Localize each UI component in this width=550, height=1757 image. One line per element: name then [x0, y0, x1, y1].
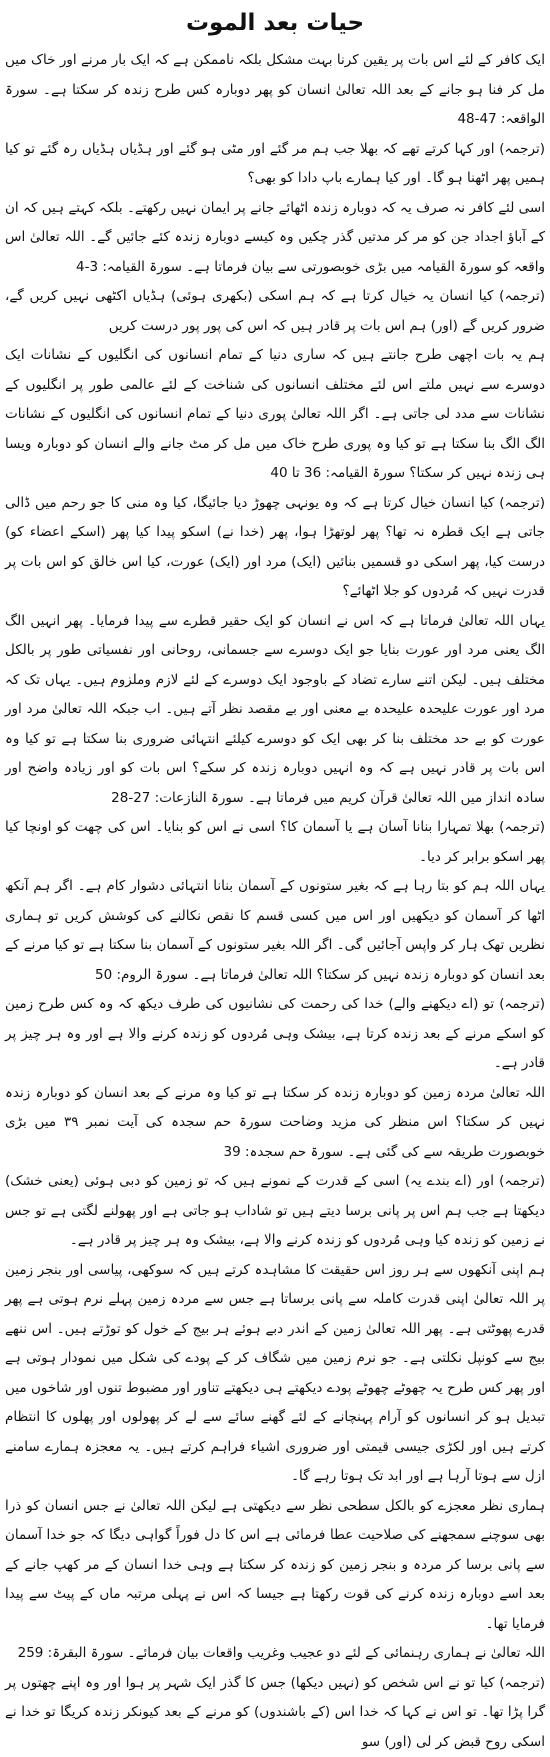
paragraph: ہماری نظر معجزے کو بالکل سطحی نظر سے دیکھتی ہے لیکن اللہ تعالیٰ نے جس انسان کو ذرا بھی سوچنے سمجھنے کی صلاحیت عطا فرمائی ہے اس کا دل فوراً گواہی دیگا کہ جو خدا آسمان سے پانی برسا کر مردہ و بنجر زمین کو زندہ کر سکتا ہے وہی خدا انسان کے مر کھپ جانے کے بعد اسے دوبارہ زندہ کرنے کی قوت رکھتا ہے جیسا کہ اس نے پہلی مرتبہ ماں کے پیٹ سے پیدا فرمایا تھا۔ — [5, 1492, 545, 1640]
paragraph: ہم اپنی آنکھوں سے ہر روز اس حقیقت کا مشاہدہ کرتے ہیں کہ سوکھی، پیاسی اور بنجر زمین پر اللہ تعالیٰ اپنی قدرت کاملہ سے پانی برساتا ہے جس سے مردہ زمین پہلے نرم ہوتی ہے پھر قدرے پھوٹتی ہے۔ پھر اللہ تعالیٰ زمین کے اندر دبے ہوئے ہر بیج کے خول کو توڑتے ہیں۔ اس ننھے بیج سے کونپل نکلتی ہے۔ جو نرم زمین میں شگاف کر کے پودے کی شکل میں نمودار ہوتی ہے اور پھر کس طرح یہ چھوٹے چھوٹے پودے دیکھتے ہی دیکھتے تناور اور مضبوط تنوں اور شاخوں میں تبدیل ہو کر انسانوں کو آرام پہنچانے کے لئے گھنے سائے سے لے کر پھولوں اور پھلوں کا انتظام کرتے ہیں اور لکڑی جیسی قیمتی اور ضروری اشیاء فراہم کرتے ہیں۔ یہ معجزہ ہمارے سامنے ازل سے ہوتا آرہا ہے اور ابد تک ہوتا رہے گا۔ — [5, 1256, 545, 1492]
translation-paragraph: (ترجمہ) کیا انسان خیال کرتا ہے کہ وہ یونہی چھوڑ دیا جائیگا، کیا وہ منی کا جو رحم میں ڈالی جاتی ہے ایک قطرہ نہ تھا؟ پھر لوتھڑا ہوا، پھر (خدا نے) اسکو پیدا کیا پھر (اسکے اعضاء کو) درست کیا، پھر اسکی دو قسمیں بنائیں (ایک) مرد اور (ایک) عورت، کیا اس خالق کو اس بات پر قدرت نہیں کہ مُردوں کو جلا اٹھائے؟ — [5, 489, 545, 607]
article-title: حیات بعد الموت — [5, 0, 545, 46]
translation-paragraph: (ترجمہ) بھلا تمہارا بنانا آسان ہے یا آسمان کا؟ اسی نے اس کو بنایا۔ اس کی چھت کو اونچا کیا پھر اسکو برابر کر دیا۔ — [5, 813, 545, 872]
translation-paragraph: (ترجمہ) اور (اے بندے یہ) اسی کے قدرت کے نمونے ہیں کہ تو زمین کو دبی ہوئی (یعنی خشک) دیکھتا ہے جب ہم اس پر پانی برسا دیتے ہیں تو شاداب ہو جاتی ہے اور پھولنے لگتی ہے تو جس نے زمین کو زندہ کیا وہی مُردوں کو زندہ کرنے والا ہے، بیشک وہ ہر چیز پر قادر ہے۔ — [5, 1167, 545, 1256]
translation-paragraph: (ترجمہ) کیا تو نے اس شخص کو (نہیں دیکھا) جس کا گذر ایک شہر پر ہوا اور وہ اپنے چھتوں پر گرا پڑا تھا۔ تو اس نے کہا کہ خدا اس (کے باشندوں) کو مرنے کے بعد کیونکر زندہ کریگا تو خدا نے اسکی روح قبض کر لی (اور) سو — [5, 1669, 545, 1757]
paragraph: اللہ تعالیٰ مردہ زمین کو دوبارہ زندہ کر سکتا ہے تو کیا وہ مرنے کے بعد انسان کو دوبارہ زندہ نہیں کر سکتا؟ اس منظر کی مزید وضاحت سورۃ حم سجدہ کی آیت نمبر ۳۹ میں بڑی خوبصورت طریقہ سے کی گئی ہے۔ سورۃ حم سجدہ: 39 — [5, 1079, 545, 1168]
translation-paragraph: (ترجمہ) اور کہا کرتے تھے کہ بھلا جب ہم مر گئے اور مٹی ہو گئے اور ہڈیاں ہڈیاں رہ گئے تو کیا ہمیں پھر اٹھنا ہو گا۔ اور کیا ہمارے باپ دادا کو بھی؟ — [5, 135, 545, 194]
translation-paragraph: (ترجمہ) تو (اے دیکھنے والے) خدا کی رحمت کی نشانیوں کی طرف دیکھ کہ وہ کس طرح زمین کو اسکے مرنے کے بعد زندہ کرتا ہے، بیشک وہی مُردوں کو زندہ کرنے والا ہے اور وہ ہر چیز پر قادر ہے۔ — [5, 990, 545, 1079]
paragraph: یہاں اللہ تعالیٰ فرماتا ہے کہ اس نے انسان کو ایک حقیر قطرے سے پیدا فرمایا۔ پھر انہیں الگ الگ یعنی مرد اور عورت بنایا جو ایک دوسرے سے جسمانی، روحانی اور نفسیاتی طور پر بالکل مختلف ہیں۔ لیکن اتنے سارے تضاد کے باوجود ایک دوسرے کے لئے لازم وملزوم ہیں۔ یہاں تک کہ مرد اور عورت علیحدہ علیحدہ بے معنی اور بے مقصد نظر آتے ہیں۔ اب جبکہ اللہ تعالیٰ مرد اور عورت کو بے حد مختلف بنا کر بھی ایک کو دوسرے کیلئے انتہائی ضروری بنا سکتا ہے تو کیا وہ اس بات پر قادر نہیں ہے کہ وہ انہیں دوبارہ زندہ کر سکے؟ اس بات کو اور زیادہ واضح اور سادہ انداز میں اللہ تعالیٰ قرآن کریم میں فرماتا ہے۔ سورۃ النازعات: 27-28 — [5, 607, 545, 814]
paragraph: ایک کافر کے لئے اس بات پر یقین کرنا بہت مشکل بلکہ ناممکن ہے کہ ایک بار مرنے اور خاک میں مل کر فنا ہو جانے کے بعد اللہ تعالیٰ انسان کو پھر دوبارہ کس طرح زندہ کر سکتا ہے۔ سورۃ الواقعہ: 47-48 — [5, 46, 545, 135]
translation-paragraph: (ترجمہ) کیا انسان یہ خیال کرتا ہے کہ ہم اسکی (بکھری ہوئی) ہڈیاں اکٹھی نہیں کریں گے، ضرور کریں گے (اور) ہم اس بات پر قادر ہیں کہ اس کی پور پور درست کریں — [5, 282, 545, 341]
paragraph: اسی لئے کافر نہ صرف یہ کہ دوبارہ زندہ اٹھائے جانے پر ایمان نہیں رکھتے۔ بلکہ کہتے ہیں کہ ان کے آباؤ اجداد جن کو مر کر مدتیں گذر چکیں وہ کیسے دوبارہ زندہ کئے جائیں گے۔ اللہ تعالیٰ اس واقعہ کو سورۃ القیامہ میں بڑی خوبصورتی سے بیان فرماتا ہے۔ سورۃ القیامہ: 3-4 — [5, 194, 545, 283]
paragraph: یہاں اللہ ہم کو بتا رہا ہے کہ بغیر ستونوں کے آسمان بنانا انتہائی دشوار کام ہے۔ اگر ہم آنکھ اٹھا کر آسمان کو دیکھیں اور اس میں کسی قسم کا نقص نکالنے کی کوشش کریں تو ہماری نظریں تھک ہار کر واپس آجائیں گی۔ اگر اللہ بغیر ستونوں کے آسمان بنا سکتا ہے تو کیا مرنے کے بعد انسان کو دوبارہ زندہ نہیں کر سکتا؟ اللہ تعالیٰ فرماتا ہے۔ سورۃ الروم: 50 — [5, 872, 545, 990]
paragraph: ہم یہ بات اچھی طرح جانتے ہیں کہ ساری دنیا کے تمام انسانوں کی انگلیوں کے نشانات ایک دوسرے سے نہیں ملتے اس لئے مختلف انسانوں کی شناخت کے لئے عالمی طور پر انگلیوں کے نشانات سے مدد لی جاتی ہے۔ اگر اللہ تعالیٰ پوری دنیا کے تمام انسانوں کی انگلیوں کے نشانات الگ الگ بنا سکتا ہے تو کیا وہ پوری طرح خاک میں مل کر مٹ جانے والے انسان کو دوبارہ ویسا ہی زندہ نہیں کر سکتا؟ سورۃ القیامہ: 36 تا 40 — [5, 341, 545, 489]
paragraph: اللہ تعالیٰ نے ہماری رہنمائی کے لئے دو عجیب وغریب واقعات بیان فرمائے۔ سورۃ البقرۃ: 259 — [5, 1639, 545, 1669]
